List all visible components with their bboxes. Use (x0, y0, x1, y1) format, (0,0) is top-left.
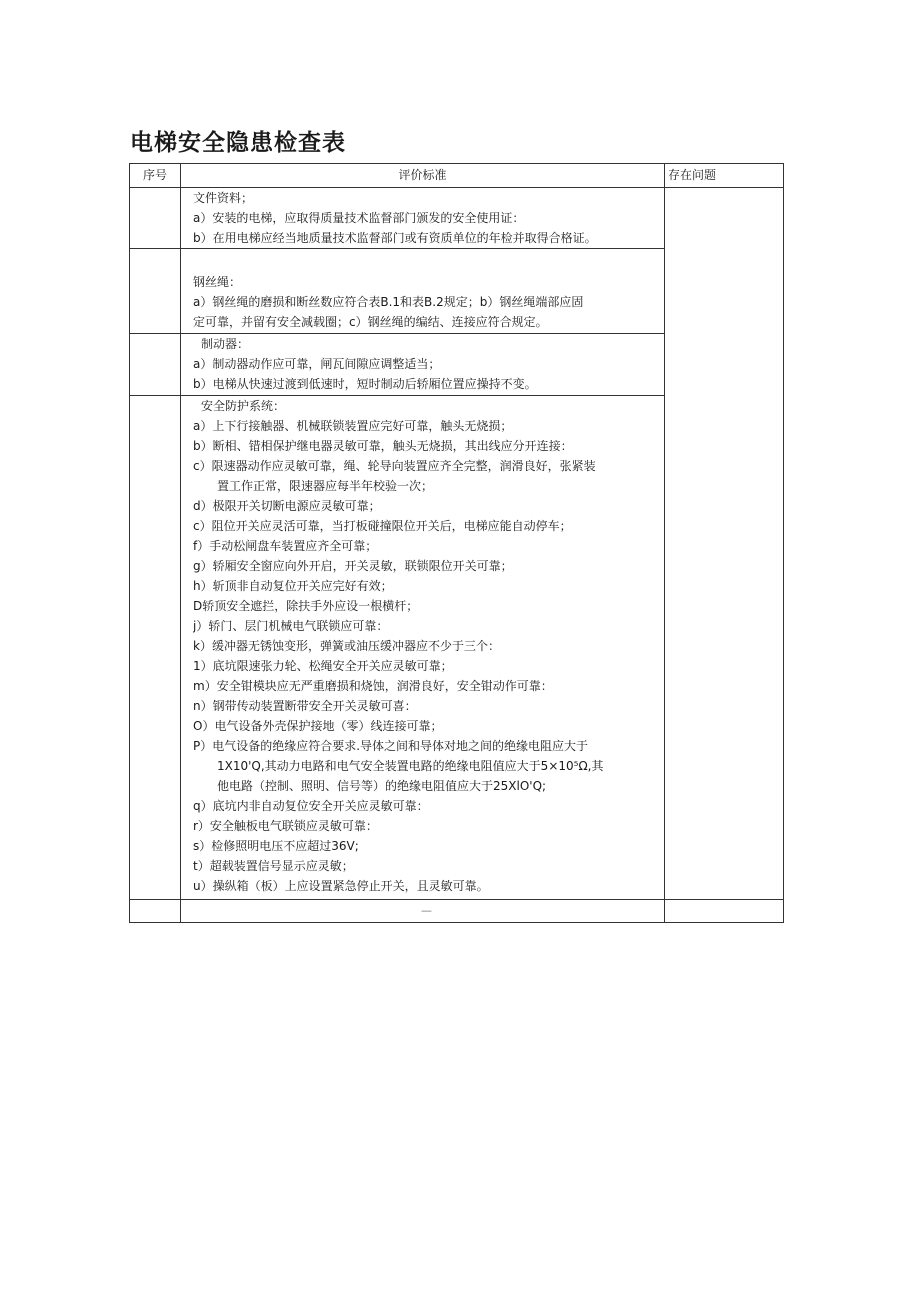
header-criteria: 评价标准 (181, 164, 665, 188)
list-item: g）轿厢安全窗应向外开启，开关灵敏，联锁限位开关可靠； (193, 559, 513, 573)
criteria-cell-brake (181, 334, 665, 396)
list-item: b）断相、错相保护继电器灵敏可靠，触头无烧损，其出线应分开连接： (193, 439, 573, 453)
list-item-continuation: 1X10'Q,其动力电路和电气安全装置电路的绝缘电阻值应大于5×10⁵Ω,其 (217, 759, 604, 773)
table-row (130, 188, 784, 249)
section-title: 制动器： (201, 337, 250, 351)
list-item: c）阻位开关应灵活可靠，当打板碰撞限位开关后，电梯应能自动停车； (193, 519, 572, 533)
seq-cell (130, 396, 181, 900)
section-title: 文件资料； (193, 191, 254, 205)
page-title: 电梯安全隐患检查表 (130, 130, 346, 156)
list-item-continuation: 他电路（控制、照明、信号等）的绝缘电阻值应大于25XlO'Q; (217, 779, 547, 793)
seq-cell (130, 900, 181, 923)
criteria-cell-safety-system (181, 396, 665, 900)
criteria-cell-documents (181, 188, 665, 249)
list-item: 定可靠，并留有安全减载圈；c）钢丝绳的编结、连接应符合规定。 (193, 315, 548, 329)
list-item: t）超载装置信号显示应灵敏； (193, 859, 354, 873)
criteria-cell-wire-rope (181, 249, 665, 334)
list-item: 1）底坑限速张力轮、松绳安全开关应灵敏可靠； (193, 659, 453, 673)
seq-cell (130, 249, 181, 334)
list-item: h）斩顶非自动复位开关应完好有效； (193, 579, 393, 593)
list-item: q）底坑内非自动复位安全开关应灵敏可靠： (193, 799, 429, 813)
list-item: s）检修照明电压不应超过36V; (193, 839, 359, 853)
list-item: b）在用电梯应经当地质量技术监督部门或有资质单位的年检并取得合格证。 (193, 231, 597, 245)
list-item: j）轿门、层门机械电气联锁应可靠： (193, 619, 389, 633)
list-item: c）限速器动作应灵敏可靠，绳、轮导向装置应齐全完整，润滑良好，张紧装 (193, 459, 596, 473)
list-item: u）操纵箱（板）上应设置紧急停止开关，且灵敏可靠。 (193, 879, 489, 893)
seq-cell (130, 188, 181, 249)
page-mark: — (421, 904, 432, 917)
section-title: 钢丝绳： (193, 275, 242, 289)
list-item: a）钢丝绳的磨损和断丝数应符合表B.1和表B.2规定；b）钢丝绳端部应固 (193, 295, 584, 309)
list-item: a）上下行接触器、机械联锁装置应完好可靠，触头无烧损； (193, 419, 513, 433)
list-item: r）安全触板电气联锁应灵敏可靠： (193, 819, 378, 833)
seq-cell (130, 334, 181, 396)
list-item: a）制动器动作应可靠，闸瓦间隙应调整适当； (193, 357, 441, 371)
list-item: O）电气设备外壳保护接地（零）线连接可靠； (193, 719, 443, 733)
list-item-continuation: 置工作正常，限速器应每半年校验一次； (217, 479, 434, 493)
issues-cell (665, 188, 784, 900)
table-header-row (130, 164, 784, 188)
list-item: k）缓冲器无锈蚀变形，弹簧或油压缓冲器应不少于三个： (193, 639, 500, 653)
list-item: f）手动松闸盘车装置应齐全可靠； (193, 539, 378, 553)
list-item: a）安装的电梯，应取得质量技术监督部门颁发的安全使用证： (193, 211, 525, 225)
inspection-table (129, 163, 784, 923)
list-item: P）电气设备的绝缘应符合要求.导体之间和导体对地之间的绝缘电阻应大于 (193, 739, 589, 753)
table-row-empty (130, 900, 784, 923)
criteria-cell-footer (181, 900, 665, 923)
list-item: b）电梯从快速过渡到低速时，短时制动后轿厢位置应操持不变。 (193, 377, 537, 391)
header-issues: 存在问题 (665, 164, 784, 188)
issues-cell (665, 900, 784, 923)
list-item: m）安全钳模块应无严重磨损和烧蚀，润滑良好，安全钳动作可靠： (193, 679, 553, 693)
list-item: n）钢带传动装置断带安全开关灵敏可喜： (193, 699, 417, 713)
list-item: d）极限开关切断电源应灵敏可靠； (193, 499, 381, 513)
list-item: D轿顶安全遮拦，除扶手外应设一根横杆； (193, 599, 419, 613)
section-title: 安全防护系统： (201, 399, 286, 413)
header-seq: 序号 (130, 164, 181, 188)
